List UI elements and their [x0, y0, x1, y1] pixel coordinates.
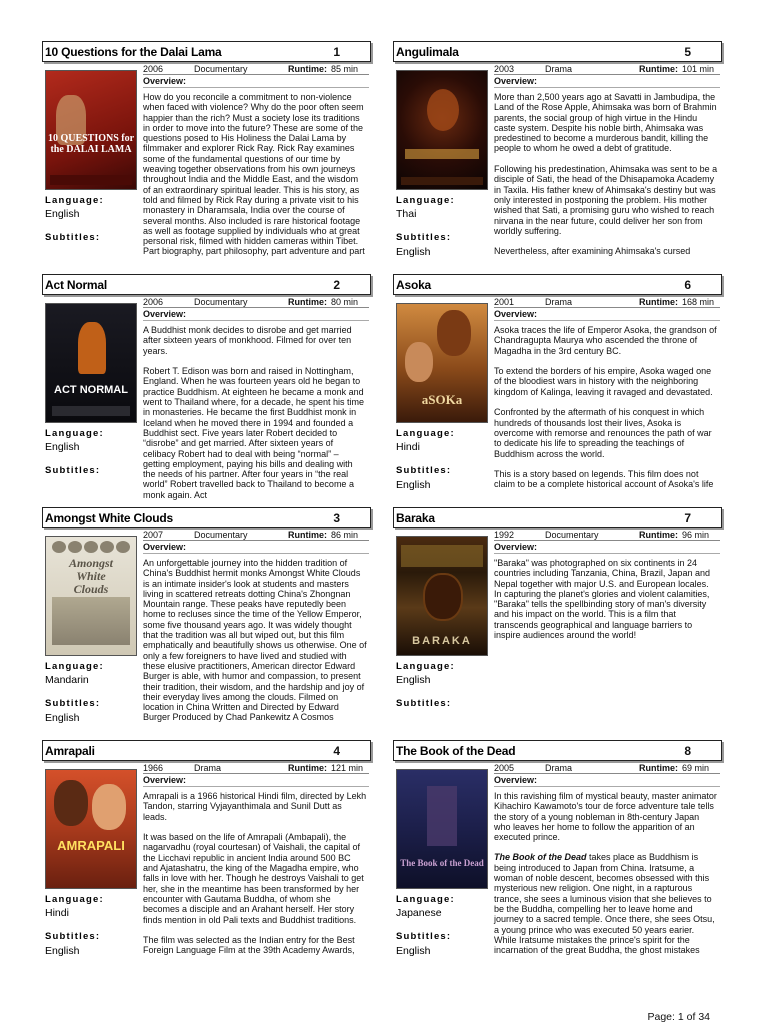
poster-title: The Book of the Dead	[400, 858, 484, 868]
runtime-label: Runtime:	[288, 297, 327, 307]
movie-number: 1	[333, 44, 340, 59]
movie-number: 7	[684, 510, 691, 525]
movie-number: 5	[684, 44, 691, 59]
movie-meta	[494, 64, 720, 75]
movie-subtitles: English	[45, 712, 80, 724]
movie-overview: An unforgettable journey into the hidden tradition of China's Buddhist hermit monks Amongst White Clouds is an intimate insider's look at students and masters living in scattered retreats dotting China's Zhongnan Mountain range. These peaks have reputedly been home to recluses since the time of the Yellow Emperor, some five thousand years ago. It was widely thought that the tradition was all but wiped out, but this film emphatically and beautifully shows us otherwise. One of only a few foreigners to have lived and studied with these elusive practitioners, American director Edward Burger is able, with humor and compassion, to present their tradition, their wisdom, and the hardship and joy of their everyday lives among the clouds. Filmed on location in China Written and Directed by Edward Burger Produced by Chad Pankewitz A Cosmos	[143, 558, 367, 723]
movie-language: English	[396, 674, 431, 686]
movie-subtitles: English	[396, 945, 431, 957]
movie-language: Japanese	[396, 907, 442, 919]
movie-language: Mandarin	[45, 674, 89, 686]
subtitles-label: Subtitles:	[45, 931, 101, 942]
subtitles-label: Subtitles:	[45, 465, 101, 476]
language-label: Language:	[396, 894, 455, 905]
movie-poster	[45, 70, 137, 190]
card-header	[42, 507, 371, 528]
movie-genre: Documentary	[194, 297, 248, 307]
movie-year: 2007	[143, 530, 164, 540]
movie-language: Thai	[396, 208, 417, 220]
movie-meta	[494, 297, 720, 308]
movie-card	[393, 740, 722, 957]
movie-language: English	[45, 441, 80, 453]
movie-title: Angulimala	[396, 44, 459, 59]
movie-runtime: 85 min	[331, 64, 359, 74]
movie-genre: Drama	[545, 64, 573, 74]
movie-genre: Drama	[545, 763, 573, 773]
page-number: 1	[677, 1011, 684, 1023]
movie-number: 3	[333, 510, 340, 525]
movie-genre: Drama	[545, 297, 573, 307]
movie-genre: Documentary	[545, 530, 599, 540]
page-label: Page:	[647, 1011, 675, 1023]
movie-year: 1992	[494, 530, 515, 540]
movie-card	[42, 740, 371, 957]
movie-year: 2001	[494, 297, 515, 307]
overview-label: Overview:	[143, 542, 369, 554]
overview-intro: In this ravishing film of mystical beauty, master animator Kihachiro Kawamoto's tour de force adventure tale tells the story of a young nobleman in 8th-century Japan who leaves her home to follow the apparition of an executed prince.	[494, 791, 717, 843]
movie-year: 2005	[494, 763, 515, 773]
movie-card	[42, 41, 371, 255]
movie-genre: Documentary	[194, 530, 248, 540]
card-header	[42, 41, 371, 62]
movie-subtitles: English	[396, 479, 431, 491]
movie-card	[42, 274, 371, 500]
movie-meta	[494, 763, 720, 774]
movie-genre: Drama	[194, 763, 222, 773]
movie-subtitles: English	[396, 246, 431, 258]
language-label: Language:	[396, 195, 455, 206]
language-label: Language:	[396, 661, 455, 672]
movie-overview: How do you reconcile a commitment to non-violence when faced with violence? Why do the poor often seem happier than the rich? Must a society lose its traditions in order to move into the future? These are some of the questions posed to His Holiness the Dalai Lama by filmmaker and explorer Rick Ray. Rick Ray examines some of the fundamental questions of our time by weaving together observations from his own journeys throughout India and the Middle East, and the wisdom of an extraordinary spiritual leader. This is his story, as told and filmed by Rick Ray during a private visit to his monastery in Dharamsala, India over the course of several months. Also included is rare historical footage as well as footage supplied by individuals who at great personal risk, filmed with hidden cameras within Tibet. Part biography, part philosophy, part adventure and part	[143, 92, 365, 257]
movie-poster	[396, 769, 488, 889]
subtitles-label: Subtitles:	[396, 465, 452, 476]
movie-language: Hindi	[396, 441, 420, 453]
runtime-label: Runtime:	[639, 297, 678, 307]
subtitles-label: Subtitles:	[396, 232, 452, 243]
runtime-label: Runtime:	[639, 763, 678, 773]
movie-meta	[494, 530, 720, 541]
movie-poster	[45, 536, 137, 656]
movie-overview: A Buddhist monk decides to disrobe and get married after sixteen years of monkhood. Filmed for over ten years. Robert T. Edison was born and raised in Nottingham, England. When he was fourteen years old he began to practice Buddhism. At eighteen he became a monk and went to Thailand where, for a decade, he spent his time in monasteries. He became the first Buddhist monk in Iceland when he moved there in 1994 and founded a Buddhist sect. Five years later Robert decided to “disrobe” and get married. After sixteen years of celibacy Robert had to deal with being “normal” – getting employment, paying his bills and dealing with the needs of his partner. After four years in “the real world” Robert travelled back to Thailand to become a monk again. Act	[143, 325, 364, 500]
movie-card	[42, 507, 371, 724]
runtime-label: Runtime:	[639, 64, 678, 74]
page-total: of 34	[686, 1011, 710, 1023]
movie-meta	[143, 64, 369, 75]
overview-label: Overview:	[494, 775, 720, 787]
movie-title: Baraka	[396, 510, 435, 525]
card-header	[42, 740, 371, 761]
overview-body: takes place as Buddhism is being introduced to Japan from China. Iratsume, a woman of noble descent, becomes obsessed with this mysterious new religion. One night, in a rapturous trance, she sees a luminous vision that she believes to be the Buddha, compelling her to leave home and journey to a sacred temple. Once there, she sees Otsu, a young prince who was executed 50 years earier. While Iratsume mistakes the prince's spirit for the incarnation of the great Buddha, the ghost mistakes	[494, 852, 715, 956]
movie-year: 2003	[494, 64, 515, 74]
movie-poster	[45, 303, 137, 423]
subtitles-label: Subtitles:	[45, 698, 101, 709]
runtime-label: Runtime:	[288, 763, 327, 773]
movie-title: Act Normal	[45, 277, 108, 292]
movie-overview: "Baraka" was photographed on six continents in 24 countries including Tanzania, China, Brazil, Japan and Nepal together with major U.S. and European locales. In capturing the planet's glories and violent calamities, "Baraka" tells the spellbinding story of man's diversity and his impact on the world. This is a film that transcends geographical and language barriers to inspire audiences around the world!	[494, 558, 710, 641]
card-header	[393, 740, 722, 761]
movie-number: 8	[684, 743, 691, 758]
movie-meta	[143, 297, 369, 308]
subtitles-label: Subtitles:	[45, 232, 101, 243]
movie-poster	[396, 70, 488, 190]
movie-card	[393, 507, 722, 721]
language-label: Language:	[396, 428, 455, 439]
movie-runtime: 80 min	[331, 297, 359, 307]
language-label: Language:	[45, 195, 104, 206]
overview-label: Overview:	[494, 309, 720, 321]
overview-label: Overview:	[143, 775, 369, 787]
language-label: Language:	[45, 428, 104, 439]
movie-title: Amongst White Clouds	[45, 510, 173, 525]
overview-emphasis: The Book of the Dead	[494, 852, 587, 863]
card-header	[393, 507, 722, 528]
movie-runtime: 168 min	[682, 297, 715, 307]
card-header	[393, 41, 722, 62]
movie-number: 6	[684, 277, 691, 292]
language-label: Language:	[45, 894, 104, 905]
movie-runtime: 86 min	[331, 530, 359, 540]
poster-title: ACT NORMAL	[54, 384, 128, 396]
movie-year: 2006	[143, 64, 164, 74]
overview-label: Overview:	[143, 76, 369, 88]
movie-runtime: 69 min	[682, 763, 710, 773]
movie-overview	[494, 791, 718, 954]
runtime-label: Runtime:	[288, 530, 327, 540]
overview-label: Overview:	[494, 542, 720, 554]
movie-poster	[396, 303, 488, 423]
poster-title: 10 QUESTIONS for the DALAI LAMA	[47, 133, 135, 155]
movie-overview: Asoka traces the life of Emperor Asoka, the grandson of Chandragupta Maurya who ascended the throne of Magadha in the 3rd century BC. To extend the borders of his empire, Asoka waged one of the bloodiest wars in history with the neighboring kingdom of Kalinga, leaving it ravaged and devastated. Confronted by the aftermath of his conquest in which hundreds of thousands lost their lives, Asoka is overcome with remorse and renounces the path of war to dedicate his life to spreading the teachings of Buddhism across the world. This is a story based on legends. This film does not claim to be a complete historical account of Asoka's life	[494, 325, 717, 490]
movie-title: Asoka	[396, 277, 432, 292]
movie-title: Amrapali	[45, 743, 95, 758]
overview-label: Overview:	[494, 76, 720, 88]
overview-label: Overview:	[143, 309, 369, 321]
movie-title: 10 Questions for the Dalai Lama	[45, 44, 222, 59]
movie-card	[393, 274, 722, 491]
movie-poster	[396, 536, 488, 656]
runtime-label: Runtime:	[288, 64, 327, 74]
poster-title: AMRAPALI	[57, 838, 125, 853]
language-label: Language:	[45, 661, 104, 672]
runtime-label: Runtime:	[639, 530, 678, 540]
poster-title: BARAKA	[412, 635, 472, 647]
movie-meta	[143, 763, 369, 774]
movie-overview: More than 2,500 years ago at Savatti in Jambudipa, the Land of the Rose Apple, Ahimsaka was born of Brahmin parents, the social group of high virtue in the Hindu caste system. Despite his noble birth, Ahimsaka was predestined to become a murderous bandit, killing the people to whom he owed a debt of gratitude. Following his predestination, Ahimsaka was sent to be a disciple of Sati, the head of the Dhisapamoka Academy in Taxila. His father knew of Ahimsaka's destiny but was only interested in postponing the problem. His mother wished that Sati, a promising guru who wished to reach nirvana in the near future, could deliver her son from worldly suffering. Nevertheless, after examining Ahimsaka's cursed	[494, 92, 718, 257]
poster-title: aSOKa	[421, 392, 463, 407]
poster-title: Amongst White Clouds	[68, 556, 113, 596]
subtitles-label: Subtitles:	[396, 698, 452, 709]
movie-meta	[143, 530, 369, 541]
movie-overview: Amrapali is a 1966 historical Hindi film, directed by Lekh Tandon, starring Vyjayanthimala and Sunil Dutt as leads. It was based on the life of Amrapali (Ambapali), the nagarvadhu (royal courtesan) of Vaishali, the capital of the Licchavi republic in ancient India around 500 BC and Ajatashatru, the king of the Magadha empire, who falls in love with her. Though he destroys Vaishali to get her, she in the meantime has been transformed by her encounter with Gautama Buddha, of whom she becomes a disciple and an Arahant herself. Her story finds mention in old Pali texts and Buddhist traditions. The film was selected as the Indian entry for the Best Foreign Language Film at the 39th Academy Awards,	[143, 791, 367, 956]
movie-title: The Book of the Dead	[396, 743, 516, 758]
movie-runtime: 121 min	[331, 763, 364, 773]
movie-number: 2	[333, 277, 340, 292]
movie-year: 1966	[143, 763, 164, 773]
movie-runtime: 101 min	[682, 64, 715, 74]
card-header	[42, 274, 371, 295]
movie-language: Hindi	[45, 907, 69, 919]
page-footer	[648, 1011, 711, 1023]
movie-language: English	[45, 208, 80, 220]
movie-runtime: 96 min	[682, 530, 710, 540]
movie-subtitles: English	[45, 945, 80, 957]
movie-poster	[45, 769, 137, 889]
movie-card	[393, 41, 722, 258]
movie-number: 4	[333, 743, 340, 758]
subtitles-label: Subtitles:	[396, 931, 452, 942]
card-header	[393, 274, 722, 295]
movie-year: 2006	[143, 297, 164, 307]
movie-genre: Documentary	[194, 64, 248, 74]
